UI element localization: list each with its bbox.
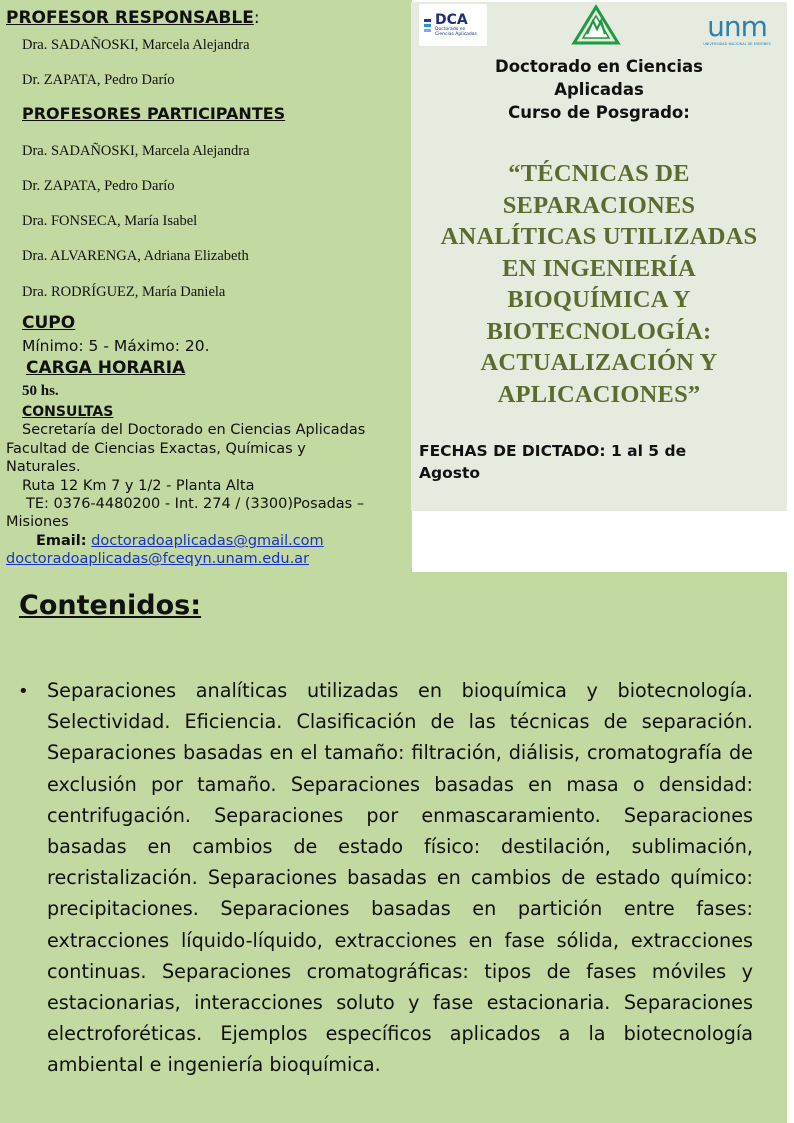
email-line (36, 533, 324, 549)
faculty-emblem-icon (571, 4, 621, 46)
faculty-logo (570, 4, 622, 46)
cupo-heading: CUPO (22, 313, 76, 333)
consultas-line-6: Misiones (6, 514, 69, 530)
dca-logo-text: DCA (435, 12, 468, 28)
cupo-text: Mínimo: 5 - Máximo: 20. (22, 337, 210, 355)
participant-name-4: Dra. ALVARENGA, Adriana Elizabeth (22, 248, 249, 264)
dates-line-2: Agosto (419, 464, 481, 482)
course-title-line: APLICACIONES” (497, 380, 701, 408)
participants-heading: PROFESORES PARTICIPANTES (22, 104, 286, 123)
carga-heading: CARGA HORARIA (26, 358, 186, 378)
carga-text: 50 hs. (22, 383, 59, 399)
dca-logo (419, 4, 487, 46)
consultas-heading: CONSULTAS (22, 404, 114, 420)
dates-line-1: FECHAS DE DICTADO: 1 al 5 de (419, 442, 687, 460)
course-title-line: ANALÍTICAS UTILIZADAS (440, 223, 758, 250)
unam-logo-text: unm (707, 10, 767, 43)
responsible-name-2: Dr. ZAPATA, Pedro Darío (22, 72, 175, 88)
course-title-line: “TÉCNICAS DE (508, 160, 690, 187)
course-title-line: ACTUALIZACIÓN Y (480, 349, 718, 376)
program-line-2: Aplicadas (554, 80, 644, 99)
bullet-icon: • (18, 681, 29, 702)
course-title-line: EN INGENIERÍA (502, 254, 696, 282)
consultas-line-2: Facultad de Ciencias Exactas, Químicas y (6, 441, 306, 457)
contents-bullet-text: Separaciones analíticas utilizadas en bioquímica y biotecnología. Selectividad. Eficiencia. Clasificación de las técnicas de separación. Separaciones basadas en el tamaño: filtración, diálisis, cromatografía de exclusión por tamaño. Separaciones basadas en masa o densidad: centrifugación. Separaciones por enmascaramiento. Separaciones basadas en cambios de estado físico: destilación, sublimación, recristalización. Separaciones basadas en cambios de estado químico: precipitaciones. Separaciones basadas en partición entre fases: extracciones líquido-líquido, extracciones en fase sólida, extracciones continuas. Separaciones cromatográficas: tipos de fases móviles y estacionarias, interacciones soluto y fase estacionaria. Separaciones electroforéticas. Ejemplos específicos aplicados a la biotecnología ambiental e ingeniería bioquímica. (47, 679, 753, 1077)
program-line-1: Doctorado en Ciencias (495, 57, 703, 76)
program-line-3: Curso de Posgrado: (508, 103, 690, 122)
responsible-name-1: Dra. SADAÑOSKI, Marcela Alejandra (22, 37, 250, 53)
consultas-line-5: TE: 0376-4480200 - Int. 274 / (3300)Posadas – (26, 496, 365, 512)
course-title-line: BIOTECNOLOGÍA: (486, 317, 712, 345)
course-title (413, 158, 785, 410)
email-link-2[interactable]: doctoradoaplicadas@fceqyn.unam.edu.ar (6, 551, 310, 567)
dca-bars-icon (424, 19, 431, 32)
participant-name-5: Dra. RODRÍGUEZ, María Daniela (22, 284, 226, 300)
consultas-line-3: Naturales. (6, 459, 81, 475)
course-title-line: SEPARACIONES (502, 191, 696, 219)
course-title-line: BIOQUÍMICA Y (507, 286, 691, 313)
dca-logo-sub-2: Ciencias Aplicadas (435, 32, 477, 37)
participant-name-2: Dr. ZAPATA, Pedro Darío (22, 178, 175, 194)
email-link-1[interactable]: doctoradoaplicadas@gmail.com (91, 533, 324, 549)
unam-logo (701, 11, 773, 49)
participant-name-3: Dra. FONSECA, María Isabel (22, 213, 198, 229)
consultas-line-1: Secretaría del Doctorado en Ciencias Aplicadas (22, 422, 366, 438)
dca-logo-sub-1: Doctorado en (435, 27, 466, 32)
participant-name-1: Dra. SADAÑOSKI, Marcela Alejandra (22, 143, 250, 159)
contents-heading: Contenidos: (19, 590, 202, 621)
responsible-heading: PROFESOR RESPONSABLE: (6, 8, 260, 28)
email-label: Email: (36, 533, 87, 549)
unam-logo-sub: UNIVERSIDAD NACIONAL DE MISIONES (703, 42, 771, 46)
consultas-line-4: Ruta 12 Km 7 y 1/2 - Planta Alta (22, 478, 255, 494)
